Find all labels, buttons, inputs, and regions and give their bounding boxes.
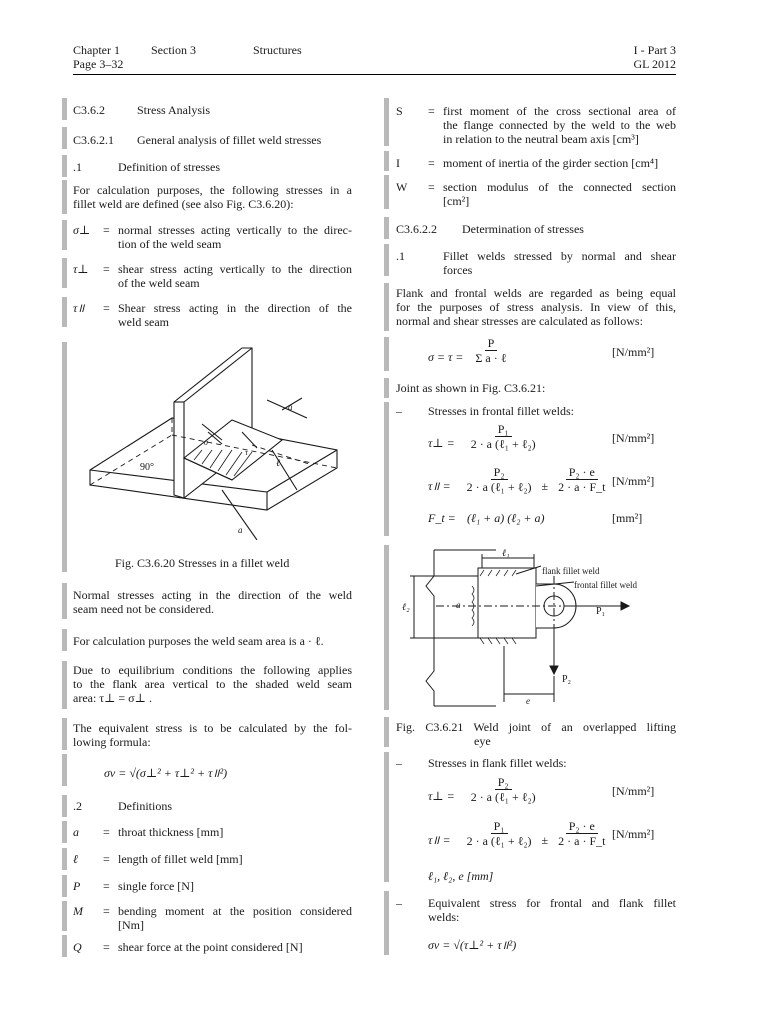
- eq-fraction: [468, 422, 539, 451]
- equivalent-note: lowing formula:: [73, 735, 151, 749]
- change-bar: [62, 583, 67, 619]
- equals-sign: =: [103, 262, 110, 276]
- def-symbol: Q: [73, 940, 82, 954]
- subsection-title: General analysis of fillet weld stresses: [137, 133, 322, 147]
- def-text: moment of inertia of the girder section [cm⁴]: [443, 156, 659, 170]
- eq-numerator: P₁: [491, 819, 508, 834]
- fig20-caption: Fig. C3.6.20 Stresses in a fillet weld: [115, 556, 290, 570]
- def-text: bending moment at the position considered: [118, 904, 352, 918]
- header-part: I - Part 3: [633, 43, 676, 57]
- flank-note: Flank and frontal welds are regarded as being equal: [396, 286, 676, 300]
- eq-denominator: 2 · a · F_t: [558, 480, 606, 494]
- eq-plusminus: ±: [541, 833, 549, 848]
- definition-text: of the weld seam: [118, 276, 200, 290]
- def-text: single force [N]: [118, 879, 194, 893]
- change-bar: [62, 848, 67, 870]
- change-bar: [62, 155, 67, 177]
- fig21-l1-label: ℓ₁: [502, 548, 510, 559]
- flank-note: normal and shear stresses are calculated as follows:: [396, 314, 643, 328]
- frontal-title: Stresses in frontal fillet welds:: [428, 404, 574, 418]
- item-number: .1: [396, 249, 405, 263]
- change-bar: [384, 98, 389, 146]
- equals-sign: =: [103, 879, 110, 893]
- change-bar: [384, 717, 389, 747]
- item-title: Fillet welds stressed by normal and shear: [443, 249, 676, 263]
- change-bar: [62, 901, 67, 931]
- fig21-a-label: a: [456, 600, 461, 610]
- eq-unit: [N/mm²]: [612, 784, 655, 798]
- intro-line: fillet weld are defined (see also Fig. C3.6.20):: [73, 197, 294, 211]
- eq-numerator: P₁: [495, 422, 512, 437]
- def-symbol: a: [73, 825, 79, 839]
- equals-sign: =: [103, 940, 110, 954]
- eq-fraction: [555, 465, 608, 494]
- def-text: the flange connected by the weld to the web: [443, 118, 676, 132]
- change-bar: [384, 244, 389, 276]
- item-title: forces: [443, 263, 473, 277]
- change-bar: [384, 545, 389, 710]
- subsection-title: Determination of stresses: [462, 222, 584, 236]
- eq-lhs: τ⊥ =: [428, 789, 455, 804]
- change-bar: [384, 151, 389, 171]
- def-symbol: I: [396, 156, 400, 170]
- eq-tau-par-frontal: [428, 465, 608, 494]
- equilibrium-note: to the flank area vertical to the shaded weld seam: [73, 677, 352, 691]
- change-bar: [62, 718, 67, 750]
- fig20-tau-label: τ: [245, 448, 248, 457]
- change-bar: [62, 180, 67, 214]
- eq-denominator: 2 · a · F_t: [558, 834, 606, 848]
- symbol-tau-parallel: τ॥: [73, 301, 85, 315]
- equivalent-flank-title: welds:: [428, 910, 460, 924]
- def-symbol: W: [396, 180, 408, 194]
- change-bar: [62, 629, 67, 651]
- subsection-number: C3.6.2.1: [73, 133, 115, 147]
- equals-sign: =: [103, 852, 110, 866]
- normal-note: Normal stresses acting in the direction of the weld: [73, 588, 352, 602]
- item-number: .1: [73, 160, 82, 174]
- fig21-l2-label: ℓ₂: [402, 602, 410, 613]
- intro-line: For calculation purposes, the following stresses in a: [73, 183, 352, 197]
- eq-tau-perp-flank: [428, 775, 539, 804]
- change-bar: [62, 297, 67, 327]
- section-title: Stress Analysis: [137, 103, 211, 117]
- eq-plusminus: ±: [541, 479, 549, 494]
- header-section: Section 3: [151, 43, 196, 57]
- equivalent-stress-formula: σv = √(σ⊥² + τ⊥² + τ॥²): [104, 766, 228, 780]
- header-title: Structures: [253, 43, 302, 57]
- eq-tau-par-flank: [428, 819, 608, 848]
- definition-text: normal stresses acting vertically to the direc-: [118, 223, 352, 237]
- def-text: length of fillet weld [mm]: [118, 852, 243, 866]
- change-bar: [62, 875, 67, 897]
- eq-lhs: τ॥ =: [428, 479, 451, 494]
- lifting-eye-figure: [396, 546, 676, 708]
- eq-denominator: 2 · a (ℓ₁ + ℓ₂): [470, 437, 536, 451]
- fig20-sigma-label: σ: [204, 438, 208, 447]
- fig20-angle-label: 90°: [140, 462, 154, 473]
- eq-numerator: P₂ · e: [566, 819, 598, 834]
- eq-tau-perp-frontal: [428, 422, 539, 451]
- item-number: .2: [73, 799, 82, 813]
- item-title: Definitions: [118, 799, 172, 813]
- change-bar: [384, 283, 389, 331]
- definition-text: shear stress acting vertically to the direction: [118, 262, 352, 276]
- eq-equivalent-flank: σv = √(τ⊥² + τ॥²): [428, 938, 517, 952]
- change-bar: [62, 98, 67, 120]
- equals-sign: =: [103, 301, 110, 315]
- eq-lhs: σ = τ =: [428, 350, 464, 365]
- change-bar: [62, 821, 67, 843]
- eq-unit: [N/mm²]: [612, 474, 655, 488]
- eq-fraction: [464, 465, 535, 494]
- eq-unit: [mm²]: [612, 511, 643, 525]
- def-text: [Nm]: [118, 918, 144, 932]
- fig21-e-label: e: [526, 696, 530, 706]
- change-bar: [62, 754, 67, 786]
- equals-sign: =: [103, 825, 110, 839]
- fig20-length-label: ℓ: [276, 458, 281, 469]
- eq-lhs: F_t =: [428, 511, 456, 525]
- equivalent-flank-title: Equivalent stress for frontal and flank fillet: [428, 896, 676, 910]
- equilibrium-note: area: τ⊥ = σ⊥ .: [73, 691, 152, 705]
- eq-numerator: P₂: [491, 465, 508, 480]
- bullet-dash: –: [396, 756, 402, 770]
- fig21-caption: Fig. C3.6.21 Weld joint of an overlapped lifting: [396, 720, 676, 734]
- subsection-number: C3.6.2.2: [396, 222, 438, 236]
- def-text: throat thickness [mm]: [118, 825, 224, 839]
- eq-denominator: 2 · a (ℓ₁ + ℓ₂): [470, 790, 536, 804]
- change-bar: [62, 342, 67, 572]
- equals-sign: =: [428, 180, 435, 194]
- equivalent-note: The equivalent stress is to be calculated by the fol-: [73, 721, 352, 735]
- fillet-weld-figure: [82, 340, 352, 540]
- eq-fraction: [472, 336, 509, 365]
- fig21-caption: eye: [474, 734, 491, 748]
- def-symbol: P: [73, 879, 81, 893]
- equals-sign: =: [103, 223, 110, 237]
- eq-fraction: [464, 819, 535, 848]
- fig21-flank-label: flank fillet weld: [542, 566, 600, 576]
- fig21-frontal-label: frontal fillet weld: [574, 580, 637, 590]
- equilibrium-note: Due to equilibrium conditions the following applies: [73, 663, 352, 677]
- eq-numerator: P: [485, 336, 498, 351]
- def-text: first moment of the cross sectional area of: [443, 104, 676, 118]
- def-text: [cm²]: [443, 194, 470, 208]
- definition-text: Shear stress acting in the direction of the: [118, 301, 352, 315]
- eq-denominator: 2 · a (ℓ₁ + ℓ₂): [466, 834, 532, 848]
- joint-note: Joint as shown in Fig. C3.6.21:: [396, 381, 546, 395]
- units-line: ℓ₁, ℓ₂, e [mm]: [428, 869, 494, 883]
- symbol-tau-perp: τ⊥: [73, 262, 89, 276]
- change-bar: [384, 752, 389, 882]
- def-text: shear force at the point considered [N]: [118, 940, 303, 954]
- definition-text: weld seam: [118, 315, 169, 329]
- change-bar: [62, 795, 67, 817]
- eq-rhs: (ℓ₁ + a) (ℓ₂ + a): [467, 511, 545, 525]
- change-bar: [62, 661, 67, 709]
- change-bar: [384, 175, 389, 209]
- equals-sign: =: [428, 156, 435, 170]
- fig20-throat-label: a: [288, 402, 293, 412]
- eq-denominator: Σ a · ℓ: [475, 351, 507, 365]
- eq-unit: [N/mm²]: [612, 431, 655, 445]
- change-bar: [62, 935, 67, 957]
- eq-numerator: P₂ · e: [566, 465, 598, 480]
- bullet-dash: –: [396, 896, 402, 910]
- flank-stress-title: Stresses in flank fillet welds:: [428, 756, 567, 770]
- equals-sign: =: [428, 104, 435, 118]
- header-rule: [73, 74, 676, 75]
- header-edition: GL 2012: [633, 57, 676, 71]
- area-note: For calculation purposes the weld seam area is a · ℓ.: [73, 634, 324, 648]
- def-symbol: S: [396, 104, 403, 118]
- def-text: section modulus of the connected section: [443, 180, 676, 194]
- def-text: in relation to the neutral beam axis [cm³]: [443, 132, 639, 146]
- eq-denominator: 2 · a (ℓ₁ + ℓ₂): [466, 480, 532, 494]
- eq-stress: [428, 336, 509, 365]
- change-bar: [384, 217, 389, 239]
- definition-text: tion of the weld seam: [118, 237, 222, 251]
- fig21-p1-label: P₁: [596, 606, 606, 617]
- def-symbol: ℓ: [73, 852, 78, 866]
- symbol-sigma-perp: σ⊥: [73, 223, 91, 237]
- eq-unit: [N/mm²]: [612, 827, 655, 841]
- section-number: C3.6.2: [73, 103, 106, 117]
- fig21-p2-label: P₂: [562, 674, 572, 685]
- change-bar: [384, 378, 389, 398]
- change-bar: [384, 891, 389, 955]
- change-bar: [384, 337, 389, 371]
- equals-sign: =: [103, 904, 110, 918]
- change-bar: [384, 402, 389, 536]
- fig20-throat-label: a: [238, 525, 243, 535]
- eq-unit: [N/mm²]: [612, 345, 655, 359]
- eq-numerator: P₂: [495, 775, 512, 790]
- eq-lhs: τ⊥ =: [428, 436, 455, 451]
- change-bar: [62, 220, 67, 250]
- eq-fraction: [468, 775, 539, 804]
- header-chapter: Chapter 1: [73, 43, 120, 57]
- eq-lhs: τ॥ =: [428, 833, 451, 848]
- change-bar: [62, 127, 67, 149]
- header-page: Page 3–32: [73, 57, 124, 71]
- item-title: Definition of stresses: [118, 160, 220, 174]
- flank-note: for the purposes of stress analysis. In view of this,: [396, 300, 676, 314]
- normal-note: seam need not be considered.: [73, 602, 214, 616]
- def-symbol: M: [73, 904, 83, 918]
- bullet-dash: –: [396, 404, 402, 418]
- change-bar: [62, 258, 67, 288]
- eq-fraction: [555, 819, 608, 848]
